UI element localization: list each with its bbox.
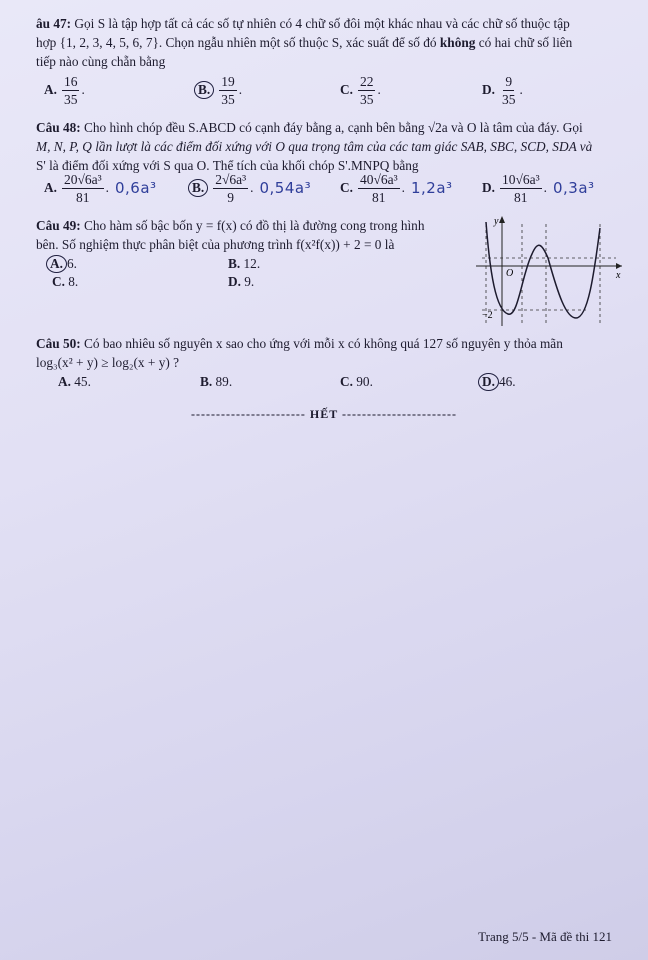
option-text: 8. bbox=[68, 274, 79, 289]
minus-two-label: −2 bbox=[482, 310, 493, 321]
q50-options bbox=[58, 372, 618, 392]
q49-number: Câu 49: bbox=[36, 218, 81, 233]
q49-option-c[interactable] bbox=[52, 272, 78, 291]
q50-number: Câu 50: bbox=[36, 336, 81, 351]
option-label-circled: B. bbox=[194, 81, 214, 99]
denominator: 81 bbox=[76, 189, 90, 205]
q47-text-2: hợp {1, 2, 3, 4, 5, 6, 7}. Chọn ngẫu nhiên một số thuộc S, xác suất để số đó bbox=[36, 35, 437, 50]
option-label: A. bbox=[44, 180, 57, 195]
option-label-circled: A. bbox=[46, 255, 67, 273]
q48-text-2: M, N, P, Q lần lượt là các điểm đối xứng với O qua trọng tâm của các tam giác SAB, SBC, SCD, SDA và bbox=[36, 139, 593, 154]
q49-option-d[interactable] bbox=[228, 272, 254, 291]
q50-line-1 bbox=[36, 334, 622, 353]
q48-text-1: Cho hình chóp đều S.ABCD có cạnh đáy bằng a, cạnh bên bằng √2a và O là tâm của đáy. Gọi bbox=[84, 120, 583, 135]
q48-option-a[interactable]: A. $\frac{\text{20√6a³}}{81}$ . 0,6a³ bbox=[44, 171, 157, 205]
option-text: 12. bbox=[243, 256, 261, 271]
q48-option-c[interactable]: C. $\frac{\text{40√6a³}}{81}$ . 1,2a³ bbox=[340, 171, 453, 205]
q47-text-3: tiếp nào cùng chẵn bằng bbox=[36, 54, 166, 69]
numerator: 10√6a³ bbox=[501, 171, 540, 187]
q47-option-b[interactable]: B. $\frac{19}{35}$ . bbox=[194, 68, 242, 112]
denominator: 35 bbox=[501, 91, 516, 107]
denominator: 35 bbox=[63, 91, 78, 107]
option-label-circled: D. bbox=[478, 373, 499, 391]
q48-number: Câu 48: bbox=[36, 120, 81, 135]
option-text: 45. bbox=[74, 374, 91, 389]
q50-text-2: log₃(x² + y) ≥ log₂(x + y) ? bbox=[36, 355, 180, 370]
numerator: 9 bbox=[505, 73, 513, 89]
q47-text-1: Gọi S là tập hợp tất cả các số tự nhiên có 4 chữ số đôi một khác nhau và các chữ số thuộc tập bbox=[74, 16, 570, 31]
numerator: 2√6a³ bbox=[215, 171, 247, 187]
page-footer: Trang 5/5 - Mã đề thi 121 bbox=[478, 929, 612, 944]
numerator: 16 bbox=[63, 73, 78, 89]
option-label: A. bbox=[44, 82, 57, 97]
q47-option-d[interactable]: D. $\frac{9}{35}$ . bbox=[482, 73, 523, 107]
question-50 bbox=[36, 334, 622, 372]
q48-option-d[interactable]: D. $\frac{\text{10√6a³}}{81}$ . 0,3a³ bbox=[482, 171, 595, 205]
y-axis-arrow bbox=[499, 216, 505, 223]
q49-options bbox=[44, 254, 464, 294]
handwritten-note: 0,3a³ bbox=[552, 179, 595, 197]
denominator: 9 bbox=[227, 189, 235, 205]
q47-line-2 bbox=[36, 33, 622, 52]
fraction bbox=[62, 73, 80, 108]
q49-text-1: Cho hàm số bậc bốn y = f(x) có đồ thị là đường cong trong hình bbox=[84, 218, 425, 233]
q47-option-c[interactable]: C. $\frac{22}{35}$ . bbox=[340, 73, 381, 107]
fraction bbox=[500, 73, 518, 108]
quartic-graph bbox=[476, 214, 626, 326]
fraction bbox=[500, 171, 542, 206]
numerator: 22 bbox=[359, 73, 374, 89]
q50-option-b[interactable] bbox=[200, 372, 232, 391]
q47-options bbox=[36, 68, 626, 112]
option-label: D. bbox=[482, 180, 495, 195]
x-axis-label: x bbox=[616, 270, 621, 281]
option-label: D. bbox=[482, 82, 495, 97]
option-label: C. bbox=[340, 82, 353, 97]
end-of-exam-marker: ----------------------- HẾT ----------------------- bbox=[191, 407, 457, 421]
q50-option-a[interactable] bbox=[58, 372, 91, 391]
q48-text-3: S' là điểm đối xứng với S qua O. Thể tích của khối chóp S'.MNPQ bằng bbox=[36, 158, 419, 173]
option-label: C. bbox=[340, 180, 353, 195]
q50-option-c[interactable] bbox=[340, 372, 373, 391]
numerator: 20√6a³ bbox=[63, 171, 102, 187]
fraction bbox=[62, 171, 104, 206]
q47-text-2-end: có hai chữ số liên bbox=[478, 35, 573, 50]
q49-line-1 bbox=[36, 216, 468, 235]
option-text: 90. bbox=[356, 374, 373, 389]
fraction bbox=[213, 171, 248, 206]
q49-text-2: bên. Số nghiệm thực phân biệt của phương trình f(x²f(x)) + 2 = 0 là bbox=[36, 237, 395, 252]
option-label: C. bbox=[52, 274, 65, 289]
numerator: 40√6a³ bbox=[359, 171, 398, 187]
handwritten-note: 0,6a³ bbox=[114, 179, 157, 197]
option-label-circled: B. bbox=[188, 179, 208, 197]
q48-line-1 bbox=[36, 118, 622, 137]
q48-options bbox=[36, 166, 626, 210]
origin-label: O bbox=[506, 268, 514, 279]
option-label: D. bbox=[228, 274, 241, 289]
handwritten-note: 0,54a³ bbox=[259, 179, 312, 197]
q47-bold-word: không bbox=[439, 35, 476, 50]
option-text: 9. bbox=[244, 274, 255, 289]
q49-option-a[interactable] bbox=[46, 254, 77, 273]
question-49 bbox=[36, 216, 468, 254]
fraction bbox=[219, 73, 237, 108]
q47-number: âu 47: bbox=[36, 16, 72, 31]
q50-option-d[interactable] bbox=[478, 372, 516, 391]
q47-option-a[interactable]: A. $\frac{16}{35}$ . bbox=[44, 73, 85, 107]
fraction bbox=[358, 73, 376, 108]
function-curve bbox=[486, 222, 600, 318]
x-axis-arrow bbox=[616, 263, 622, 269]
option-text: 6. bbox=[66, 256, 77, 271]
option-label: B. bbox=[228, 256, 241, 271]
option-label: B. bbox=[200, 374, 213, 389]
denominator: 81 bbox=[514, 189, 528, 205]
y-axis-label: y bbox=[494, 216, 499, 227]
denominator: 81 bbox=[372, 189, 386, 205]
denominator: 35 bbox=[221, 91, 235, 107]
option-text: 89. bbox=[215, 374, 233, 389]
denominator: 35 bbox=[359, 91, 374, 107]
fraction bbox=[358, 171, 400, 206]
q50-text-1: Có bao nhiêu số nguyên x sao cho ứng với mỗi x có không quá 127 số nguyên y thỏa mãn bbox=[84, 336, 563, 351]
q48-option-b[interactable]: B. $\frac{\text{2√6a³}}{9}$ . 0,54a³ bbox=[188, 166, 311, 210]
q47-line-1 bbox=[36, 14, 622, 33]
question-47 bbox=[36, 14, 622, 71]
handwritten-note: 1,2a³ bbox=[410, 179, 453, 197]
numerator: 19 bbox=[221, 73, 235, 89]
option-label: C. bbox=[340, 374, 353, 389]
option-text: 46. bbox=[498, 374, 516, 389]
option-label: A. bbox=[58, 374, 71, 389]
q49-option-b[interactable] bbox=[228, 254, 260, 273]
